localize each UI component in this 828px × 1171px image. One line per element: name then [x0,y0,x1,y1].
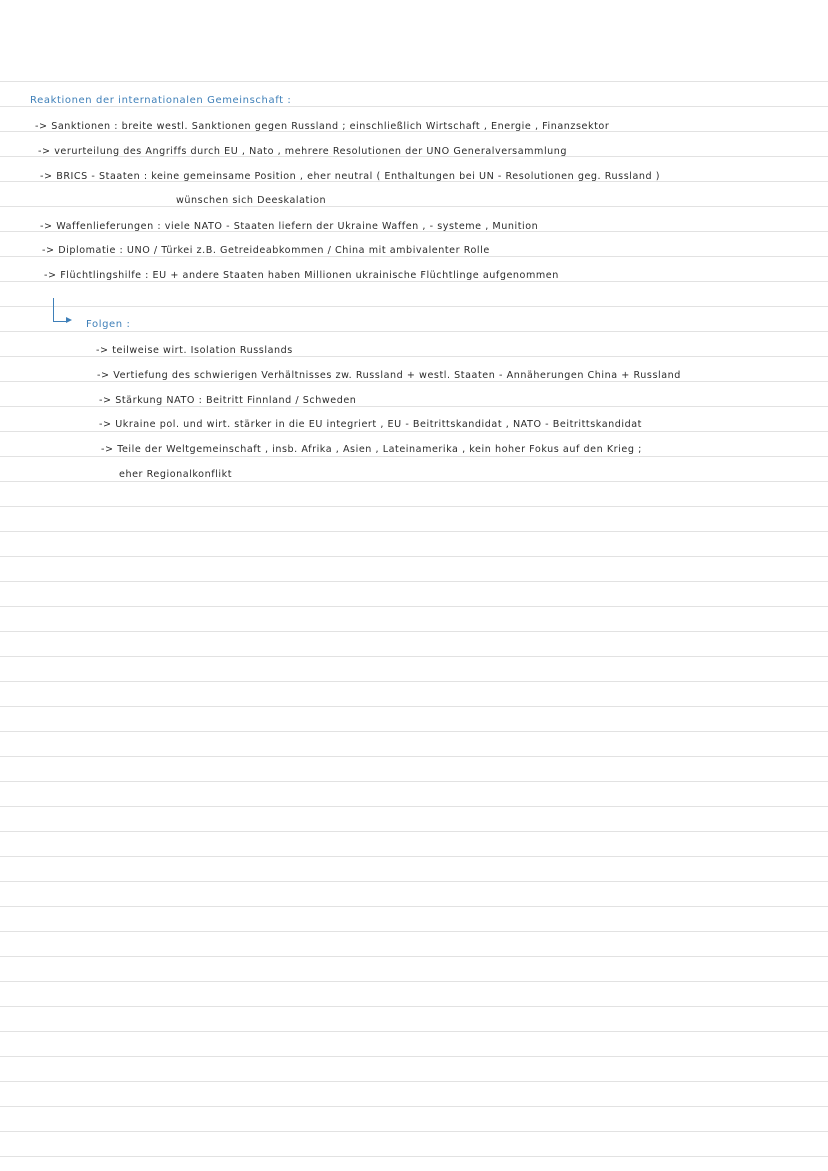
bullet-brics: -> BRICS - Staaten : keine gemeinsame Position , eher neutral ( Enthaltungen bei UN - Resolutionen geg. Russland ) [40,171,661,182]
consequence-world: -> Teile der Weltgemeinschaft , insb. Afrika , Asien , Lateinamerika , kein hoher Fokus auf den Krieg ; [101,444,642,455]
bullet-condemnation: -> verurteilung des Angriffs durch EU , Nato , mehrere Resolutionen der UNO Generalversammlung [38,146,568,157]
consequence-nato: -> Stärkung NATO : Beitritt Finnland / Schweden [99,395,357,406]
bullet-brics-continued: wünschen sich Deeskalation [176,195,327,206]
consequence-ukraine: -> Ukraine pol. und wirt. stärker in die EU integriert , EU - Beitrittskandidat , NATO - Beitrittskandidat [99,419,642,430]
consequence-isolation: -> teilweise wirt. Isolation Russlands [96,345,293,356]
bullet-weapons: -> Waffenlieferungen : viele NATO - Staaten liefern der Ukraine Waffen , - systeme , Munition [40,221,539,232]
arrow-head-icon [66,317,72,323]
section-heading: Reaktionen der internationalen Gemeinschaft : [30,95,292,106]
bullet-refugees: -> Flüchtlingshilfe : EU + andere Staaten haben Millionen ukrainische Flüchtlinge aufgenommen [44,270,559,281]
bullet-sanctions: -> Sanktionen : breite westl. Sanktionen gegen Russland ; einschließlich Wirtschaft , Energie , Finanzsektor [35,121,610,132]
bullet-diplomacy: -> Diplomatie : UNO / Türkei z.B. Getreideabkommen / China mit ambivalenter Rolle [42,245,490,256]
consequence-world-continued: eher Regionalkonflikt [119,469,233,480]
consequences-heading: Folgen : [86,319,131,330]
consequence-relations: -> Vertiefung des schwierigen Verhältnisses zw. Russland + westl. Staaten - Annäherungen China + Russland [97,370,681,381]
